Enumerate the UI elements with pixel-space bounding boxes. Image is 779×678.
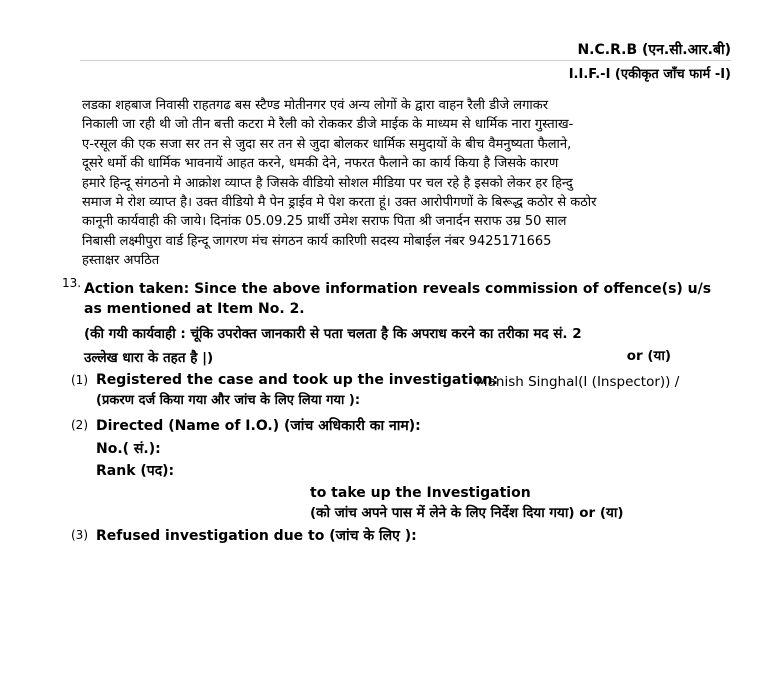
section-13-number: 13. bbox=[62, 276, 82, 290]
narrative-line: हस्ताक्षर अपठित bbox=[82, 253, 160, 269]
form-title: N.C.R.B (एन.सी.आर.बी) bbox=[577, 42, 731, 58]
item-3-label: Refused investigation due to (जांच के लिए ): bbox=[96, 528, 417, 544]
narrative-line: निबासी लक्ष्मीपुरा वार्ड हिन्दू जागरण मंच संगठन कार्य कारिणी सदस्य मोबाईल नंबर 9425171665 bbox=[82, 233, 552, 249]
narrative-line: दूसरे धर्मो की धार्मिक भावनायें आहत करने, धमकी देने, नफरत फैलाने का कार्य किया है जिसके कारण bbox=[82, 156, 559, 172]
item-2-number: (2) bbox=[71, 418, 88, 432]
header-divider bbox=[80, 60, 731, 61]
officer-rank-label: Rank (पद): bbox=[96, 463, 175, 479]
narrative-line: कानूनी कार्यवाही की जाये। दिनांक 05.09.25 प्रार्थी उमेश सराफ पिता श्री जनार्दन सराफ उम्र 50 साल bbox=[82, 214, 567, 230]
item-1-hindi-label: (प्रकरण दर्ज किया गया और जांच के लिए लिया गया ): bbox=[96, 393, 361, 408]
section-13-hindi-line: (की गयी कार्यवाही : चूंकि उपरोक्त जानकारी से पता चलता है कि अपराध करने का तरीका मद सं. 2 bbox=[84, 326, 582, 342]
narrative-line: निकाली जा रही थी जो तीन बत्ती कटरा मे रैली को रोककर डीजे माईक के माध्यम से धार्मिक नारा गुस्ताख- bbox=[82, 117, 574, 133]
narrative-line: हमारे हिन्दू संगठनो मे आक्रोश व्याप्त है जिसके वीडियो सोशल मीडिया पर चल रहे है इसको लेकर हर हिन्दु bbox=[82, 175, 573, 191]
officer-number-label: No.( सं.): bbox=[96, 441, 161, 457]
section-13-hindi bbox=[84, 322, 582, 370]
item-2-label: Directed (Name of I.O.) (जांच अधिकारी का नाम): bbox=[96, 418, 421, 434]
or-label: or (या) bbox=[626, 348, 671, 364]
narrative-line: लडका शहबाज निवासी राहतगढ बस स्टैण्ड मोतीनगर एवं अन्य लोगों के द्वारा वाहन रैली डीजे लगाकर bbox=[82, 98, 549, 113]
item-1-number: (1) bbox=[71, 373, 88, 387]
investigating-officer-value: Manish Singhal(I (Inspector)) / bbox=[476, 374, 680, 390]
narrative-line: ए-रसूल की एक सजा सर तन से जुदा सर तन से जुदा बोलकर धार्मिक समुदायों के बीच वैमनुष्यता फैलाने, bbox=[82, 136, 572, 152]
complaint-narrative bbox=[82, 96, 596, 271]
section-13-heading-line: as mentioned at Item No. 2. bbox=[84, 301, 305, 317]
takeup-investigation-hindi: (को जांच अपने पास में लेने के लिए निर्देश दिया गया) or (या) bbox=[310, 505, 624, 521]
section-13-heading-line: Action taken: Since the above information reveals commission of offence(s) u/s bbox=[84, 281, 712, 297]
section-13-heading bbox=[84, 279, 711, 319]
form-subtitle: I.I.F.-I (एकीकृत जाँच फार्म -I) bbox=[568, 67, 731, 82]
item-1-label: Registered the case and took up the investigation: bbox=[96, 372, 499, 388]
section-13-hindi-line: उल्लेख धारा के तहत है |) bbox=[84, 350, 214, 366]
item-3-number: (3) bbox=[71, 528, 88, 542]
narrative-line: समाज मे रोश व्याप्त है। उक्त वीडियो मै पेन ड्राईव मे पेश करता हूं। उक्त आरोपीगणों के बिरूद्ध कठोर से कठोर bbox=[82, 195, 597, 211]
takeup-investigation-label: to take up the Investigation bbox=[310, 485, 531, 501]
